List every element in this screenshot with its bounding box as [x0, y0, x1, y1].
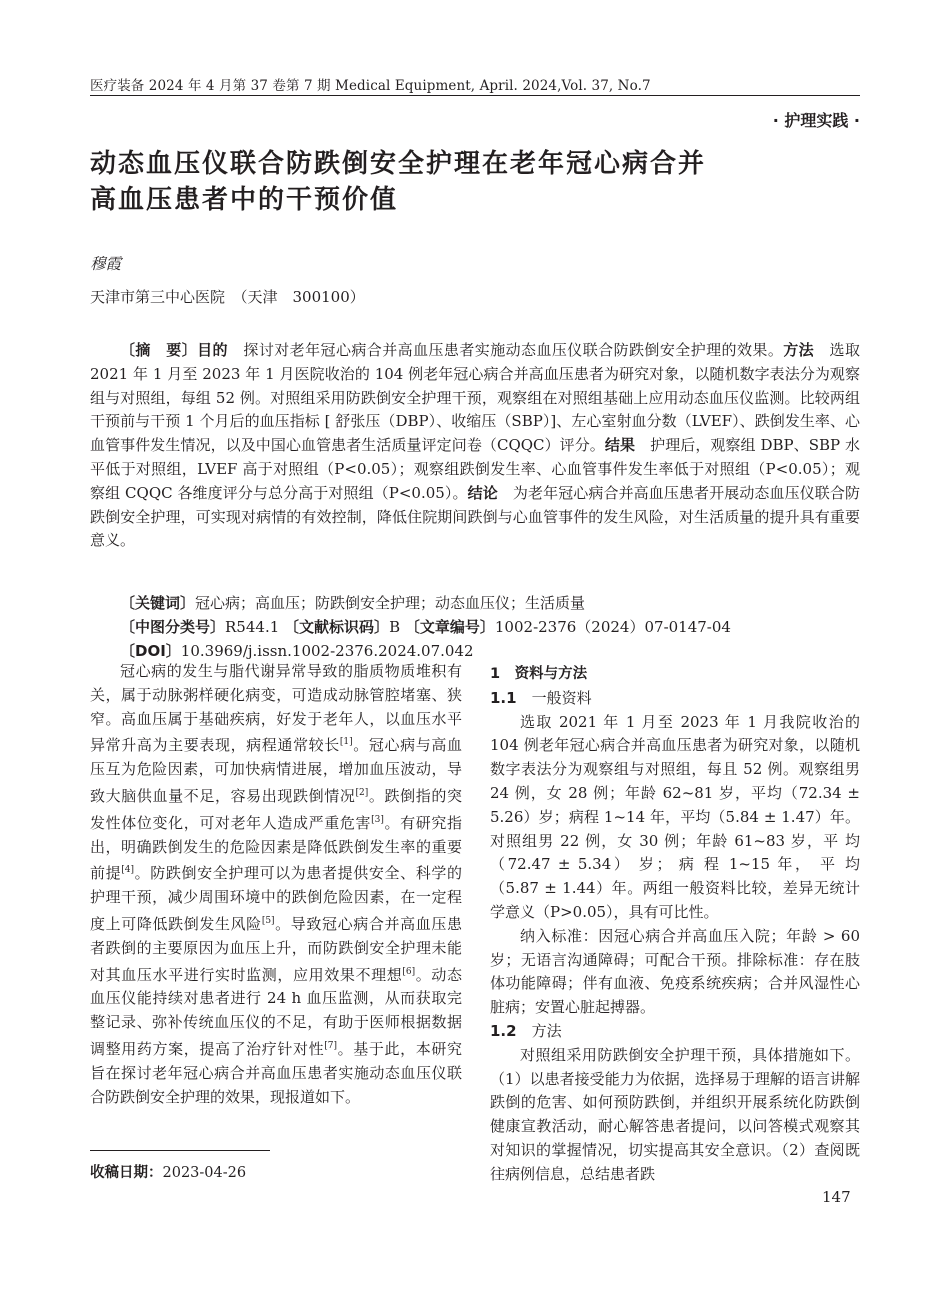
citation-1: [1]	[339, 737, 353, 748]
general-data-paragraph: 选取 2021 年 1 月至 2023 年 1 月我院收治的 104 例老年冠心病合并高血压患者为研究对象，以随机数字表法分为观察组与对照组，每且 52 例。观察组男 24 例，女 28 例；年龄 62~81 岁，平均（72.34 ± 5.26）岁；病程 1~14 年，平均（5.84 ± 1.47）年。对照组男 22 例，女 30 例；年龄 61~83 岁，平 均（72.47 ± 5.34） 岁； 病 程 1~15 年， 平 均（5.87 ± 1.44）年。两组一般资料比较，差异无统计学意义（P>0.05），具有可比性。	[490, 712, 860, 921]
methods-paragraph: 对照组采用防跌倒安全护理干预，具体措施如下。（1）以患者接受能力为依据，选择易于理解的语言讲解跌倒的危害、如何预防跌倒，并组织开展系统化防跌倒健康宣教活动，耐心解答患者提问，以问答模式观察其对知识的掌握情况，切实提高其安全意识。（2）查阅既往病例信息，总结患者跌	[490, 1045, 860, 1183]
intro-text: 。冠心病与高血压互为危险因素，可加快病情进展，增加血压波动，导致大脑供血量不足，容易出现跌倒情况	[90, 736, 462, 805]
citation-5: [5]	[261, 915, 275, 926]
article-title	[90, 146, 870, 218]
intro-text: 。基于此，本研究旨在探讨老年冠心病合并高血压患者实施动态血压仪联合防跌倒安全护理的效果，现报道如下。	[90, 1039, 462, 1106]
abstract	[90, 339, 860, 553]
method-label: 方法	[783, 341, 815, 359]
page-number: 147	[822, 1188, 851, 1206]
criteria-paragraph: 纳入标准：因冠心病合并高血压入院；年龄 > 60 岁；无语言沟通障碍；可配合干预。排除标准：存在肢体功能障碍；伴有血液、免疫系统疾病；合并风湿性心脏病；安置心脏起搏器。	[490, 926, 860, 1017]
section-heading-1-2	[490, 1020, 860, 1044]
doi-value: 10.3969/j.issn.1002-2376.2024.07.042	[180, 642, 474, 660]
title-line-1: 动态血压仪联合防跌倒安全护理在老年冠心病合并	[90, 149, 707, 179]
purpose-label: 目的	[197, 341, 228, 359]
conclusion-label: 结论	[467, 483, 498, 502]
citation-3: [3]	[371, 814, 384, 825]
article-number-value: 1002-2376（2024）07-0147-04	[494, 618, 731, 636]
intro-text: 冠心病的发生与脂代谢异常导致的脂质物质堆积有关，属于动脉粥样硬化病变，可造成动脉管腔堵塞、狭窄。高血压属于基础疾病，好发于老年人，以血压水平异常升高为主要表现，病程通常较长	[90, 662, 462, 755]
purpose-text: 探讨对老年冠心病合并高血压患者实施动态血压仪联合防跌倒安全护理的效果。	[227, 341, 784, 359]
heading-text: 一般资料	[516, 688, 592, 707]
heading-number: 1.1	[490, 688, 517, 707]
journal-header: 医疗装备 2024 年 4 月第 37 卷第 7 期 Medical Equipment, April. 2024,Vol. 37, No.7	[90, 78, 651, 94]
conclusion-text: 为老年冠心病合并高血压患者开展动态血压仪联合防跌倒安全护理，可实现对病情的有效控制，降低住院期间跌倒与心血管事件的发生风险，对生活质量的提升具有重要意义。	[90, 483, 860, 550]
heading-number: 1.2	[490, 1021, 517, 1040]
heading-text: 方法	[516, 1021, 562, 1040]
citation-4: [4]	[121, 865, 134, 876]
result-label: 结果	[604, 436, 636, 455]
citation-7: [7]	[324, 1040, 338, 1051]
article-number-label: 〔文章编号〕	[404, 618, 495, 636]
intro-text: 。防跌倒安全护理可以为患者提供安全、科学的护理干预，减少周围环境中的跌倒危险因素，在一定程度上可降低跌倒发生风险	[90, 864, 462, 933]
clc-label: 〔中图分类号〕	[120, 618, 226, 636]
author: 穆霞	[90, 255, 122, 273]
classification-line	[90, 616, 860, 640]
abstract-label: 〔摘 要〕	[120, 341, 198, 359]
intro-paragraph	[90, 660, 462, 1109]
doc-code-label: 〔文献标识码〕	[284, 618, 390, 636]
citation-2: [2]	[355, 787, 369, 798]
intro-text: 。跌倒指的突发性体位变化，可对老年人造成严重危害	[90, 786, 462, 832]
received-label: 收稿日期：	[90, 1165, 163, 1181]
intro-text: 。动态血压仪能持续对患者进行 24 h 血压监测，从而获取完整记录、弥补传统血压仪的不足，有助于医师根据数据调整用药方案，提高了治疗针对性	[90, 965, 462, 1058]
keywords-label: 〔关键词〕	[120, 594, 196, 612]
citation-6: [6]	[402, 966, 416, 977]
result-text: 护理后，观察组 DBP、SBP 水平低于对照组，LVEF 高于对照组（P<0.05）；观察组跌倒发生率、心血管事件发生率低于对照组（P<0.05）；观察组 CQQC 各维度评分与总分高于对照组（P<0.05）。	[90, 436, 860, 502]
doc-code-value: B	[389, 618, 401, 636]
intro-text: 。有研究指出，明确跌倒发生的危险因素是降低跌倒发生率的重要前提	[90, 813, 462, 883]
clc-value: R544.1	[225, 618, 280, 636]
header-rule	[90, 95, 860, 96]
left-column	[90, 660, 462, 1109]
title-line-2: 高血压患者中的干预价值	[90, 185, 399, 215]
received-date	[90, 1161, 246, 1182]
intro-text: 。导致冠心病合并高血压患者跌倒的主要原因为血压上升，而防跌倒安全护理未能对其血压水平进行实时监测，应用效果不理想	[90, 914, 462, 984]
keywords-text: 冠心病；高血压；防跌倒安全护理；动态血压仪；生活质量	[195, 594, 586, 612]
keywords	[90, 592, 860, 616]
footnote-rule	[90, 1150, 270, 1151]
method-text: 选取 2021 年 1 月至 2023 年 1 月医院收治的 104 例老年冠心病合并高血压患者为研究对象，以随机数字表法分为观察组与对照组，每组 52 例。对照组采用防跌倒安全护理干预，观察组在对照组基础上应用动态血压仪监测。比较两组干预前与干预 1 个月后的血压指标 [ 舒张压（DBP）、收缩压（SBP）]、左心室射血分数（LVEF）、跌倒发生率、心血管事件发生情况，以及中国心血管患者生活质量评定问卷（CQQC）评分。	[90, 341, 860, 455]
received-value: 2023-04-26	[162, 1165, 247, 1181]
right-column	[490, 663, 860, 1187]
section-heading-1-1	[490, 687, 860, 711]
section-tag: · 护理实践 ·	[772, 111, 860, 130]
affiliation: 天津市第三中心医院 （天津 300100）	[90, 288, 365, 306]
doi-label: 〔DOI〕	[120, 642, 181, 660]
section-heading-1: 1 资料与方法	[490, 666, 588, 682]
